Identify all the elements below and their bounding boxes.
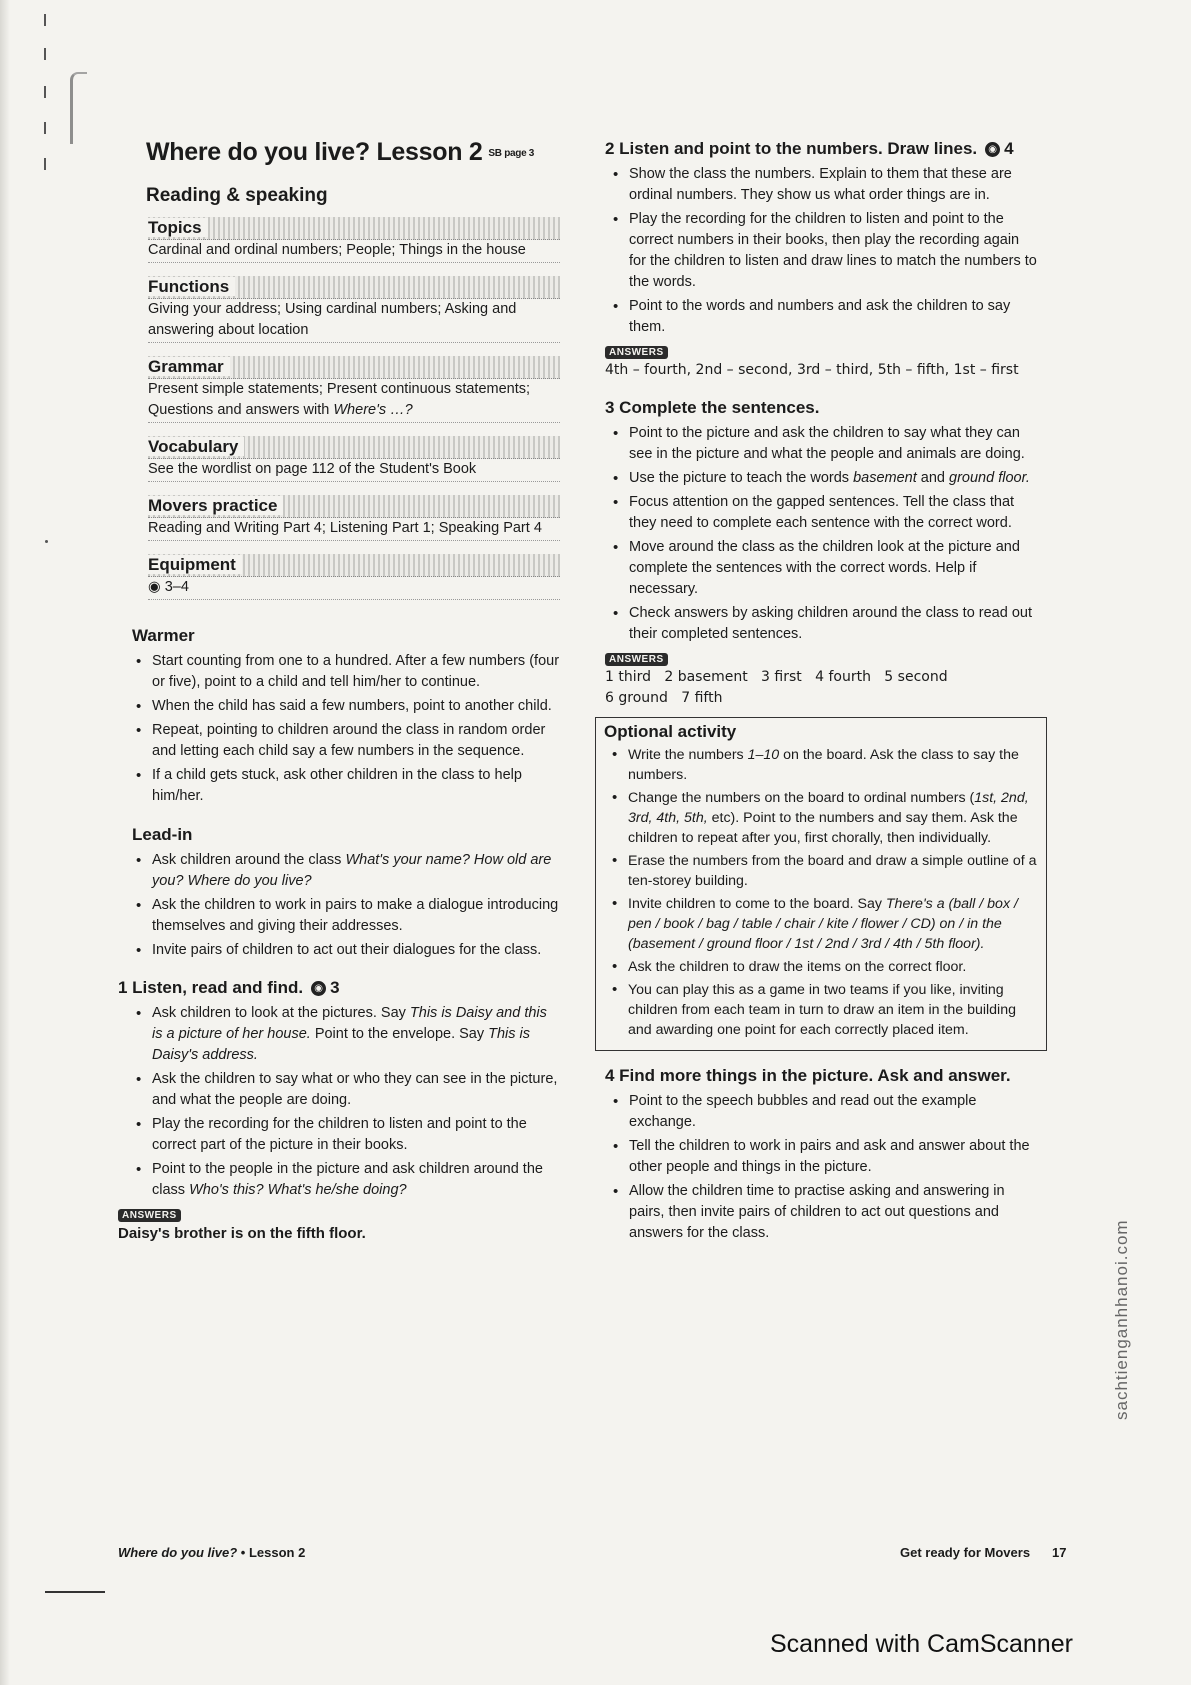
watermark: sachtienganhhanoi.com xyxy=(1112,1219,1131,1420)
equipment-block xyxy=(148,554,560,600)
list-item: • Start counting from one to a hundred. After a few numbers (four or five), point to a child and tell him/her to continue. xyxy=(128,651,560,693)
list-item: • You can play this as a game in two teams if you like, inviting children from each team in turn to draw an item in the building and awarding one point for each correctly placed item. xyxy=(604,980,1038,1040)
functions-block xyxy=(148,276,560,343)
answers-badge: ANSWERS xyxy=(118,1209,181,1222)
movers-practice-block xyxy=(148,495,560,541)
grammar-block xyxy=(148,356,560,423)
list-item: • Use the picture to teach the words basement and ground floor. xyxy=(605,468,1037,489)
cd-icon: ◉ xyxy=(311,981,326,996)
list-item: • Invite pairs of children to act out their dialogues for the class. xyxy=(128,940,560,961)
leadin-heading: Lead-in xyxy=(132,825,193,844)
margin-tick xyxy=(44,14,46,26)
topic-text: Cardinal and ordinal numbers; People; Things in the house xyxy=(148,240,560,263)
margin-tick xyxy=(44,158,46,170)
list-item: • Play the recording for the children to listen and point to the correct part of the picture in their books. xyxy=(128,1114,560,1156)
answers-badge: ANSWERS xyxy=(605,346,668,359)
lesson-title: Where do you live? Lesson 2 SB page 3 xyxy=(146,138,535,166)
left-column xyxy=(118,138,560,1244)
topic-text: Present simple statements; Present continuous statements; Questions and answers with Where's …? xyxy=(148,379,560,423)
binder-mark xyxy=(70,72,87,144)
topic-text: Reading and Writing Part 4; Listening Part 1; Speaking Part 4 xyxy=(148,518,560,541)
list-item: • Allow the children time to practise asking and answering in pairs, then invite pairs of children to act out questions and answers for the class. xyxy=(605,1181,1037,1244)
vocabulary-block xyxy=(148,436,560,482)
list-item: • Repeat, pointing to children around the class in random order and letting each child say a few numbers in the sequence. xyxy=(128,720,560,762)
answer-text: 1 third 2 basement 3 first 4 fourth 5 second xyxy=(605,669,948,685)
answer-text: 4th – fourth, 2nd – second, 3rd – third, 5th – fifth, 1st – first xyxy=(605,362,1019,378)
footer-book: Get ready for Movers 17 xyxy=(900,1545,1067,1560)
topic-heading: Grammar xyxy=(148,357,230,376)
exercise-4-title: 4 Find more things in the picture. Ask and answer. xyxy=(605,1066,1011,1085)
cd-icon: ◉ xyxy=(985,142,1000,157)
list-item: • Check answers by asking children around the class to read out their completed sentences. xyxy=(605,603,1037,645)
list-item: • Invite children to come to the board. Say There's a (ball / box / pen / book / bag / table / chair / kite / flower / CD) on / in the (basement / ground floor / 1st / 2nd / 3rd / 4th / 5th floor). xyxy=(604,894,1038,954)
list-item: • Point to the words and numbers and ask the children to say them. xyxy=(605,296,1037,338)
answer-text: 6 ground 7 fifth xyxy=(605,690,723,706)
list-item: • Ask the children to work in pairs to make a dialogue introducing themselves and giving their addresses. xyxy=(128,895,560,937)
list-item: • Ask children to look at the pictures. Say This is Daisy and this is a picture of her house. Point to the envelope. Say This is Daisy's address. xyxy=(128,1003,560,1066)
list-item: • When the child has said a few numbers, point to another child. xyxy=(128,696,560,717)
track-number: 4 xyxy=(1004,139,1014,158)
exercise-1-list xyxy=(128,1003,560,1201)
list-item: • Move around the class as the children look at the picture and complete the sentences with the correct words. Help if necessary. xyxy=(605,537,1037,600)
margin-tick xyxy=(44,122,46,134)
topics-block xyxy=(148,217,560,263)
list-item: • Write the numbers 1–10 on the board. Ask the class to say the numbers. xyxy=(604,745,1038,785)
list-item: • Tell the children to work in pairs and ask and answer about the other people and things in the picture. xyxy=(605,1136,1037,1178)
exercise-3-list xyxy=(605,423,1037,645)
page-number: 17 xyxy=(1052,1545,1067,1560)
list-item: • Play the recording for the children to listen and point to the correct numbers in their books, then play the recording again for the children to listen and draw lines to match the numbers to the words. xyxy=(605,209,1037,293)
answers-badge: ANSWERS xyxy=(605,653,668,666)
topic-heading: Functions xyxy=(148,277,235,296)
answer-text: Daisy's brother is on the fifth floor. xyxy=(118,1225,366,1242)
list-item: • Focus attention on the gapped sentences. Tell the class that they need to complete each sentence with the correct word. xyxy=(605,492,1037,534)
list-item: • Ask the children to say what or who they can see in the picture, and what the people are doing. xyxy=(128,1069,560,1111)
list-item: • Erase the numbers from the board and draw a simple outline of a ten-storey building. xyxy=(604,851,1038,891)
optional-activity-title: Optional activity xyxy=(604,722,737,741)
topic-heading: Movers practice xyxy=(148,496,283,515)
list-item: • Ask the children to draw the items on the correct floor. xyxy=(604,957,1038,977)
page-shadow xyxy=(0,0,10,1685)
margin-tick xyxy=(44,48,46,60)
optional-activity-box xyxy=(595,717,1047,1051)
list-item: • Point to the speech bubbles and read out the example exchange. xyxy=(605,1091,1037,1133)
list-item: • Point to the people in the picture and ask children around the class Who's this? What's he/she doing? xyxy=(128,1159,560,1201)
footer-lesson: Where do you live? • Lesson 2 xyxy=(118,1545,306,1560)
cd-icon: ◉ xyxy=(148,579,161,595)
list-item: • If a child gets stuck, ask other children in the class to help him/her. xyxy=(128,765,560,807)
leadin-list xyxy=(128,850,560,961)
exercise-3-title: 3 Complete the sentences. xyxy=(605,398,820,417)
optional-activity-list xyxy=(604,745,1038,1040)
margin-tick xyxy=(44,86,46,98)
topic-heading: Equipment xyxy=(148,555,242,574)
topic-text: See the wordlist on page 112 of the Student's Book xyxy=(148,459,560,482)
topic-text: ◉ 3–4 xyxy=(148,577,560,600)
list-item: • Show the class the numbers. Explain to them that these are ordinal numbers. They show us what order things are in. xyxy=(605,164,1037,206)
sb-page-ref: SB page 3 xyxy=(488,147,535,159)
scanner-caption: Scanned with CamScanner xyxy=(770,1630,1073,1658)
margin-line xyxy=(45,1591,105,1593)
right-column xyxy=(605,138,1037,1248)
exercise-2-title: 2 Listen and point to the numbers. Draw lines. ◉ 4 xyxy=(605,139,1014,158)
track-number: 3 xyxy=(330,978,340,997)
exercise-1-title: 1 Listen, read and find. ◉ 3 xyxy=(118,978,340,997)
warmer-heading: Warmer xyxy=(132,626,195,645)
list-item: • Point to the picture and ask the children to say what they can see in the picture and what the people and animals are doing. xyxy=(605,423,1037,465)
warmer-list xyxy=(128,651,560,807)
section-heading: Reading & speaking xyxy=(146,185,328,206)
exercise-2-list xyxy=(605,164,1037,338)
topic-heading: Topics xyxy=(148,218,208,237)
topic-text: Giving your address; Using cardinal numbers; Asking and answering about location xyxy=(148,299,560,343)
topic-heading: Vocabulary xyxy=(148,437,244,456)
exercise-4-list xyxy=(605,1091,1037,1244)
list-item: • Ask children around the class What's your name? How old are you? Where do you live? xyxy=(128,850,560,892)
margin-dot xyxy=(45,540,48,543)
list-item: • Change the numbers on the board to ordinal numbers (1st, 2nd, 3rd, 4th, 5th, etc). Point to the numbers and say them. Ask the children to repeat after you, first chorally, then individually. xyxy=(604,788,1038,848)
